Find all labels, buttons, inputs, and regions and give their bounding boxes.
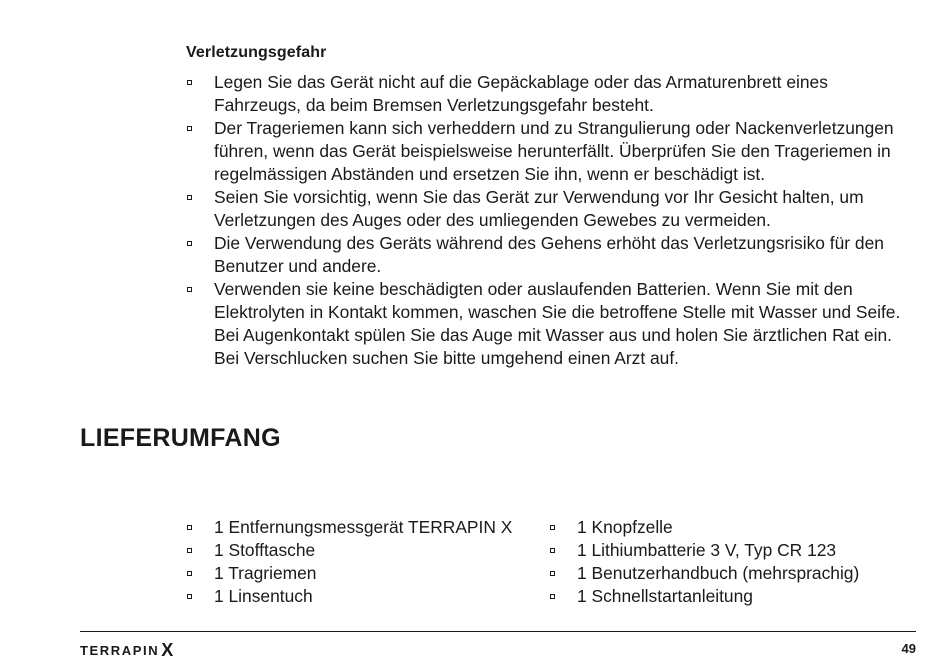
brand-logo: TERRAPIN X <box>80 640 174 660</box>
bullet-square-icon <box>550 525 555 530</box>
scope-list-left <box>186 516 556 608</box>
section-title: LIEFERUMFANG <box>80 424 281 452</box>
list-item: 1 Benutzerhandbuch (mehrsprachig) <box>549 562 909 585</box>
footer-divider <box>80 631 916 632</box>
list-item: 1 Knopfzelle <box>549 516 909 539</box>
list-item: 1 Linsentuch <box>186 585 556 608</box>
bullet-square-icon <box>550 594 555 599</box>
list-item: 1 Tragriemen <box>186 562 556 585</box>
list-item: 1 Lithiumbatterie 3 V, Typ CR 123 <box>549 539 909 562</box>
list-item: Verwenden sie keine beschädigten oder auslaufenden Batterien. Wenn Sie mit den Elektrolyten in Kontakt kommen, waschen Sie die betroffene Stelle mit Wasser und Seife. Bei Augenkontakt spülen Sie das Auge mit Wasser aus und holen Sie ärztlichen Rat ein. Bei Verschlucken suchen Sie bitte umgehend einen Arzt auf. <box>186 278 916 370</box>
list-item: Seien Sie vorsichtig, wenn Sie das Gerät zur Verwendung vor Ihr Gesicht halten, um Verletzungen des Auges oder des umliegenden Gewebes zu vermeiden. <box>186 186 916 232</box>
list-item: 1 Entfernungsmessgerät TERRAPIN X <box>186 516 556 539</box>
hazard-list <box>186 71 916 370</box>
bullet-square-icon <box>187 525 192 530</box>
bullet-square-icon <box>550 548 555 553</box>
bullet-square-icon <box>187 287 192 292</box>
bullet-square-icon <box>550 571 555 576</box>
brand-logo-mark: X <box>161 640 174 660</box>
list-item: 1 Schnellstartanleitung <box>549 585 909 608</box>
bullet-square-icon <box>187 195 192 200</box>
hazard-heading: Verletzungsgefahr <box>186 44 327 61</box>
page-number: 49 <box>901 641 916 656</box>
scope-list-right <box>549 516 909 608</box>
bullet-square-icon <box>187 126 192 131</box>
bullet-square-icon <box>187 571 192 576</box>
bullet-square-icon <box>187 241 192 246</box>
bullet-square-icon <box>187 548 192 553</box>
list-item: Die Verwendung des Geräts während des Gehens erhöht das Verletzungsrisiko für den Benutzer und andere. <box>186 232 916 278</box>
list-item: 1 Stofftasche <box>186 539 556 562</box>
list-item: Legen Sie das Gerät nicht auf die Gepäckablage oder das Armaturenbrett eines Fahrzeugs, da beim Bremsen Verletzungsgefahr besteht. <box>186 71 916 117</box>
list-item: Der Trageriemen kann sich verheddern und zu Strangulierung oder Nackenverletzungen führen, wenn das Gerät beispielsweise herunterfällt. Überprüfen Sie den Trageriemen in regelmässigen Abständen und ersetzen Sie ihn, wenn er beschädigt ist. <box>186 117 916 186</box>
bullet-square-icon <box>187 80 192 85</box>
bullet-square-icon <box>187 594 192 599</box>
